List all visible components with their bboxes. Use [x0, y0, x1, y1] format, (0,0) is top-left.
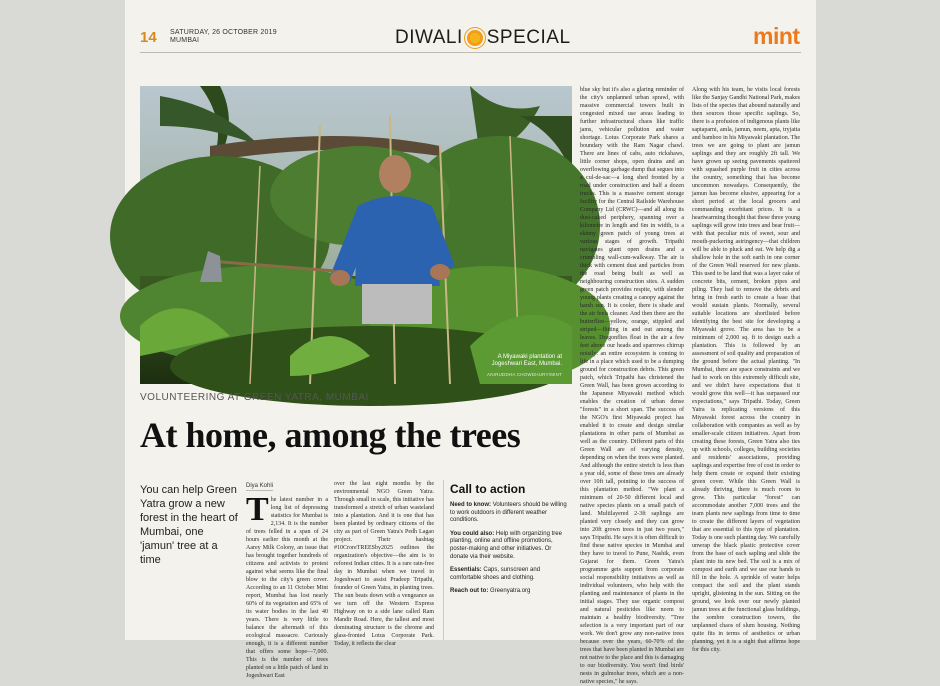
cta-essentials-label: Essentials: [450, 567, 482, 574]
cta-also-label: You could also: [450, 530, 495, 537]
section-left: DIWALI [395, 27, 463, 48]
article-photo [140, 86, 572, 384]
cta-essentials [450, 567, 571, 582]
city: MUMBAI [170, 37, 200, 44]
column-4-text: Along with his team, he visits local forests like the Sanjay Gandhi National Park, makes lists of the species that abound naturally and then sources those specific saplings. So, there is a profusion of indigenous plants like saptaparni, amla, jamun, neem, apta, tryjatta and bamboo in his Miyawaki plantation. The trees we are going to plant are jamun saplings and they are roughly 2ft tall. We have grown up seeing pavements spattered with squashed purple fruit in cities across the country, something that has become uncommon nowadays. Consequently, the jamun has become elusive, appearing for a short period at the local grocers and commanding exorbitant prices. It is a heartwarming thought that these three young saplings will grow into trees and bear fruit—with that peculiar mix of sweet, sour and mouth-puckering astringency—that children will be able to pluck and eat. We help dig a shallow hole in the soft earth in one corner of the Green Wall reserved for new plants. This used to be land that was a layer cake of concrete bits, cement, broken pipes and piling. They had to remove the debris and bring in fresh earth to create a base that would sustain plants. Normally, several suitable locations are shortlisted before identifying the best site for developing a Miyawaki grove. The area has to be a minimum of 2,000 sq. ft to design such a plantation. This is followed by an assessment of soil quality and preparation of the ground before the actual planting. "In Mumbai, there are space constraints and we had to work on this extremely difficult site, and we didn't have expectations that it would grow this well—it has surpassed our expectations," says Tripathi. Today, Green Yatra is replicating versions of this Miyawaki forest across the country in collaboration with companies as well as by smaller-scale citizen initiatives. Apart from creating these forests, Green Yatra also ties up with schools, colleges, building societies and residents' associations, providing saplings and expertise free of cost in order to help them create or expand their existing green cover. While this Green Wall is already thriving, there is much room to grow. This particular "forest" can accommodate another 7,000 trees and the team plants new saplings from time to time to create the different layers of vegetation that are essential to this type of plantation. Today is one such planting day. We carefully unwrap the black plastic protective cover from the base of each sapling and slide the plant into its new bed. The soil is a mix of compost and earth and we use our hands to fill in the hole. A sprinkle of water helps compact the soil and the plant stands upright, glistening in the sun. Sitting on the ground, we look over our newly planted jamun trees at the functional glass buildings, the sombre construction towers, the unplanned chaos of slum housing. Nothing quite fits in terms of aesthetics or urban planning, yet it is a sight that affirms hope for this city. [692, 87, 800, 653]
cta-reach [450, 588, 571, 596]
column-1-text: he latest number in a long list of depressing statistics for Mumbai is 2,134. It is the number of trees felled in a span of 24 hours earlier this month at the Aarey Milk Colony, an issue that has brought together hundreds of citizens and activists to protest against what seems like the final blow to the city's green cover. According to an 11 October Mint report, Mumbai has lost nearly 60% of its vegetation and 65% of its water bodies in the last 40 years. There is very little to balance the aftermath of this ecological massacre. Curiously enough, it is a different number that offers some hope—7,000. This is the number of trees planted on a little patch of land in Jogeshwari East [246, 497, 328, 679]
section-title [395, 26, 595, 50]
section-right: SPECIAL [486, 27, 571, 48]
cta-need-label: Need to know: [450, 502, 492, 508]
mint-logo: mint [753, 23, 800, 49]
cta-need [450, 502, 571, 525]
byline: Diya Kohli [246, 483, 274, 489]
date: SATURDAY, 26 OCTOBER 2019 [170, 29, 277, 36]
article-column-1 [246, 491, 328, 679]
sun-icon [467, 30, 483, 46]
call-to-action-box [443, 480, 571, 640]
dropcap: T [246, 491, 269, 528]
column-3-text: blue sky but it's also a glaring reminder of the city's unplanned urban sprawl, with massive commercial towers built in congested mixed use areas leading to further infrastructural chaos like traffic jams, vehicular pollution and water shortage. Lotus Corporate Park shares a boundary with the Ram Nagar chawl. There are lines of cabs, auto rickshaws, little corner shops, open drains and an overflowing garbage dump that segues into a cul-de-sac—a long shed fronted by a road under construction and half a dozen trucks. This is a massive cement storage facility for the Central Railside Warehouse Company Ltd (CRWC)—and all along its dust-caked periphery, spanning over a kilometre in length and 6m in width, is a skinny green patch of young trees at various stages of growth. Tripathi navigates giant open drains and a crumbling wall-cum-walkway. The air is thick with cement dust and particles from the road being built as well as neighbouring construction sites. A sudden green patch provides respite, with slender young plants creating a canopy against the harsh sun. It is cooler, there is shade and the air feels cleaner. And then there are the butterflies—yellow, orange, stippled and striped—flitting in and out among the leaves. Dragonflies float in the air a few feet above our heads and sparrows chirrup noisily: an entire ecosystem is coming to life in a place which used to be a dumping ground for construction debris. This green patch, which Tripathi has christened the Green Wall, has been grown according to the Japanese Miyawaki method which enables the creation of urban dense "forests" in a short span. The success of the NGO's first Miyawaki project has enabled it to create and design similar plantations in other parts of Mumbai as well as the country. Different parts of this Green Wall are of varying density, depending on when the trees were planted. And although the entire stretch is less than a year old, some of these trees are already over 10ft tall, pointing to the success of this plantation method. "We plant a minimum of 20-50 different local and native species plants on a small patch of land. Multilayered 2-3ft saplings are planted very closely and they can grow into 20ft grown trees in just two years," says Tripathi. He says it is often difficult to find these native species in Mumbai and they have to travel to Pune, Nashik, even Gujarat for them. Green Yatra's programme gets support from corporate social responsibility initiatives as well as individual volunteers, who help with the planting and maintenance of plants in the initial stages. They use organic compost and natural pesticides like neem to maintain a healthy biodiversity. "Tree selection is a very important part of our work. We don't grow any non-native trees because over the years, 60-70% of the trees that have been planted in Mumbai are not native to the place and this is damaging to our biodiversity. You won't find birds' nests in gulmohar trees, which are a non-native species," he says. [580, 87, 684, 685]
column-2-text: over the last eight months by the environmental NGO Green Yatra. Through small in scale, this initiative has transformed a stretch of urban wasteland into a plantation. And it is one that has been planted by ordinary citizens of the city as part of Green Yatra's Pedh Lagao project. Their hashtag #10CroreTREESby2025 outlines the organization's objective—the aim is to reforest Indian cities. It is a rare rain-free day in Mumbai when we travel to Jogeshwari to assist Pradeep Tripathi, founder of Green Yatra, in planting trees. The sun beats down with a vengeance as we turn off the Western Express Highway on to a side lane called Ram Mandir Road. Here, the tallest and most dominating structure is the chrome and glass-fronted Lotus Corporate Park. Today, it reflects the clear [334, 481, 434, 647]
article-column-3 [580, 86, 684, 685]
cta-essentials-text: Caps, sunscreen and comfortable shoes and clothing. [450, 567, 541, 581]
article-column-2 [334, 480, 434, 647]
cta-reach-label: Reach out to: [450, 588, 489, 595]
cta-reach-link[interactable]: Greenyatra.org [490, 588, 531, 595]
article-column-4 [692, 86, 800, 653]
photo-credit: ANIRUDDHA CHOWDHURY/MINT [487, 372, 562, 377]
plantation-illustration [140, 86, 572, 384]
headline: At home, among the trees [140, 415, 521, 455]
cta-also [450, 531, 571, 561]
cta-also-text: Help with organizing tree planting, online and offline promotions, poster-making and other initiatives. Or donate via their website. [450, 530, 562, 560]
deck: You can help Green Yatra grow a new forest in the heart of Mumbai, one 'jamun' tree at a time [140, 484, 238, 566]
header-divider [140, 52, 801, 53]
kicker: VOLUNTEERING AT GREEN YATRA, MUMBAI [140, 392, 369, 403]
cta-need-text: Volunteers should be willing to work outdoors in different weather conditions. [450, 502, 567, 524]
page-number: 14 [140, 29, 157, 46]
newspaper-page [125, 0, 816, 685]
cta-title: Call to action [450, 482, 526, 496]
dateline [170, 29, 277, 45]
photo-caption: A Miyawaki plantation at Jogeshwari East, Mumbai. [491, 354, 562, 367]
